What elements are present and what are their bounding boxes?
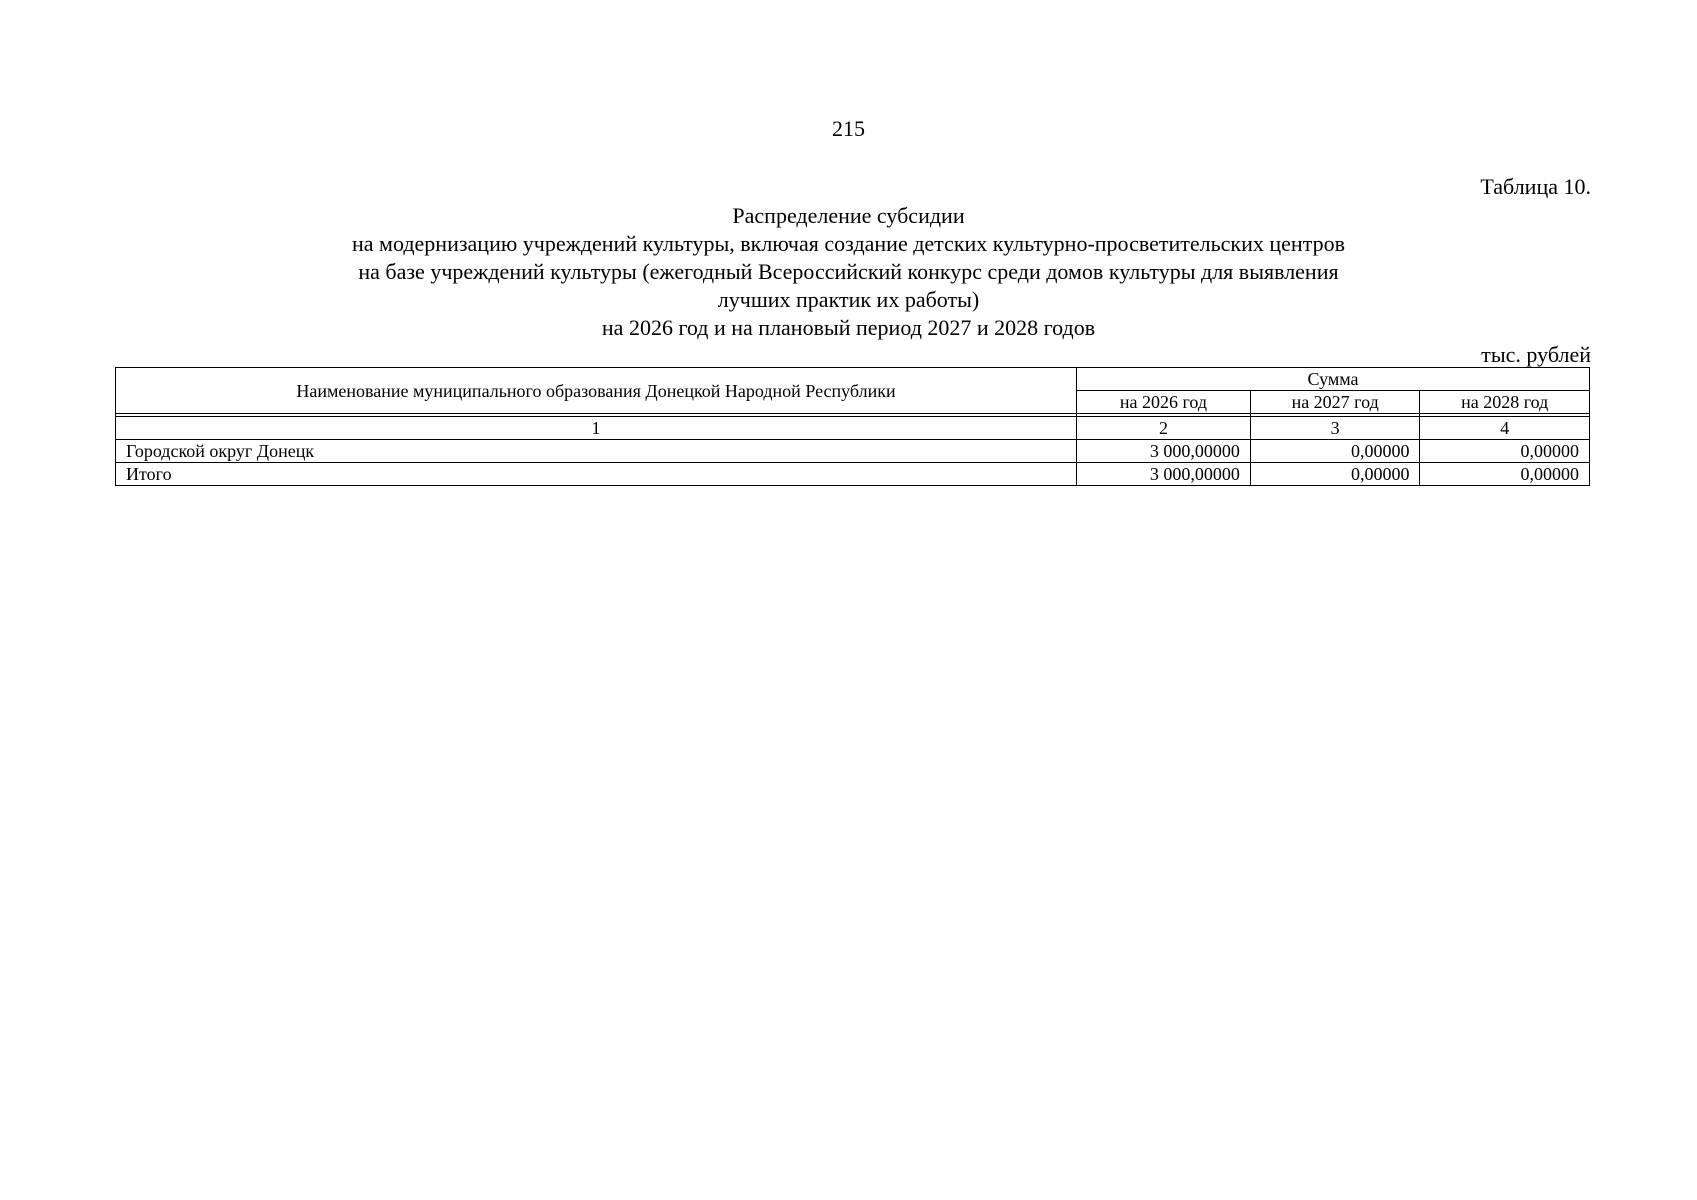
row-municipality-name: Городской округ Донецк	[116, 440, 1077, 463]
table-row	[116, 440, 1590, 463]
document-title	[0, 202, 1697, 342]
header-municipality-name: Наименование муниципального образования Донецкой Народной Республики	[116, 368, 1077, 414]
title-line-3: на базе учреждений культуры (ежегодный Всероссийский конкурс среди домов культуры для выявления	[358, 259, 1339, 284]
subsidy-table	[115, 367, 1590, 486]
header-sum: Сумма	[1077, 368, 1590, 391]
title-line-5: на 2026 год и на плановый период 2027 и 2028 годов	[601, 315, 1096, 340]
page-number: 215	[832, 116, 865, 141]
row-total-name: Итого	[116, 463, 1077, 486]
row-total-2027: 0,00000	[1250, 463, 1420, 486]
column-number-row	[116, 417, 1590, 440]
header-year-2027: на 2027 год	[1250, 391, 1420, 414]
column-number-4: 4	[1420, 417, 1590, 440]
row-value-2026: 3 000,00000	[1077, 440, 1251, 463]
row-value-2028: 0,00000	[1420, 440, 1590, 463]
row-value-2027: 0,00000	[1250, 440, 1420, 463]
units-label: тыс. рублей	[1481, 342, 1591, 367]
table-row	[116, 463, 1590, 486]
header-year-2028: на 2028 год	[1420, 391, 1590, 414]
column-number-2: 2	[1077, 417, 1251, 440]
column-number-1: 1	[116, 417, 1077, 440]
title-line-2: на модернизацию учреждений культуры, включая создание детских культурно-просветительских центров	[352, 231, 1345, 256]
row-total-2028: 0,00000	[1420, 463, 1590, 486]
header-year-2026: на 2026 год	[1077, 391, 1251, 414]
column-number-3: 3	[1250, 417, 1420, 440]
header-row-1	[116, 368, 1590, 391]
table-label: Таблица 10.	[1480, 174, 1591, 199]
title-line-4: лучших практик их работы)	[717, 287, 980, 312]
title-line-1: Распределение субсидии	[732, 203, 965, 228]
row-total-2026: 3 000,00000	[1077, 463, 1251, 486]
